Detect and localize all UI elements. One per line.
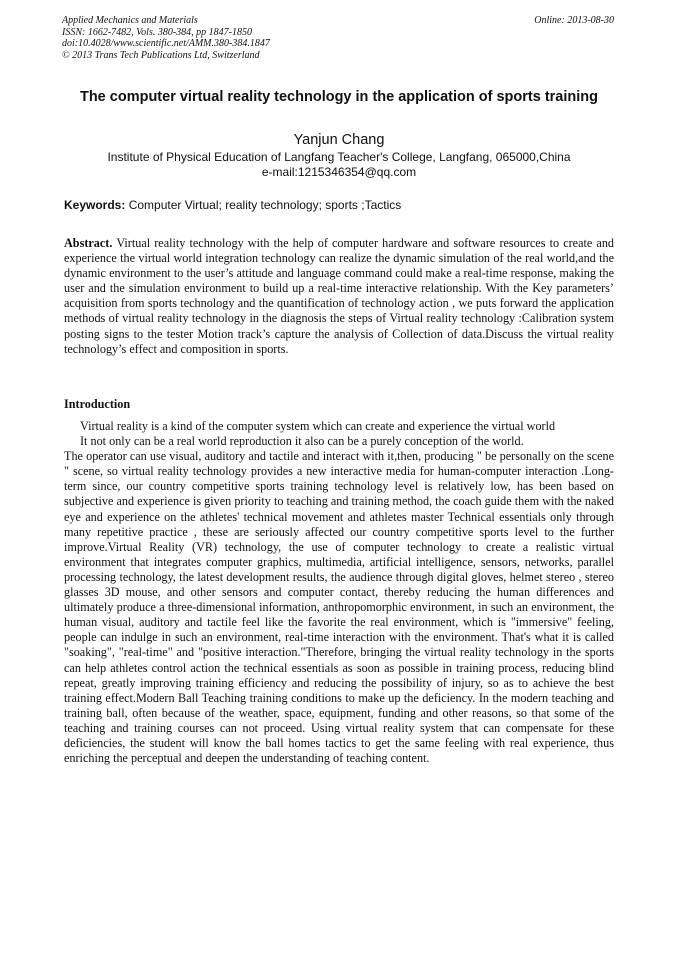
doi-line: doi:10.4028/www.scientific.net/AMM.380-384.1847 (62, 38, 270, 49)
author-email: e-mail:1215346354@qq.com (261, 165, 417, 179)
abstract-text: Virtual reality technology with the help of computer hardware and software resources to create and experience the virtual world integration technology can realize the dynamic simulation of the real world,and the dynamic environment to the user’s attitude and language command could make a real-time response, making the user and the simulation environment to build up a real-time interactive relationship. With the Key parameters’ acquisition from sports technology and the quantification of technology action , we puts forward the application methods of virtual reality technology in the diagnosis the steps of Virtual reality technology :Calibration system posting signs to the tester Motion track’s capture the analysis of Collection of data.Discuss the virtual reality technology’s effect and composition in sports. (64, 236, 615, 356)
copyright-line: © 2013 Trans Tech Publications Ltd, Switzerland (62, 49, 260, 61)
introduction-section (64, 419, 614, 766)
intro-paragraph-2: It not only can be a real world reproduction it also can be a purely conception of the world. (80, 434, 524, 449)
issn-line: ISSN: 1662-7482, Vols. 380-384, pp 1847-1850 (62, 26, 252, 38)
author-name: Yanjun Chang (293, 132, 385, 148)
keywords-label: Keywords: (64, 198, 126, 212)
intro-paragraph-1: Virtual reality is a kind of the computer system which can create and experience the virtual world (80, 419, 556, 433)
intro-paragraph-3: The operator can use visual, auditory and tactile and interact with it,then, producing " be personally on the scene " scene, so virtual reality technology provides a new interactive media for human-computer interaction .Long-term since, our country competitive sports training technology level is relatively low, has been based on subjective and experience is given priority to teaching and training method, the coach guide them with the naked eye and experience on the athletes' technical movement and athletes master Technical essentials only through many repetitive practice , these are seriously affected our country competitive sports level to the further improve.Virtual Reality (VR) technology, the use of computer technology to create a realistic virtual environment that integrates computer graphics, multimedia, artificial intelligence, sensors, networks, parallel processing technology, the latest development results, the audience through digital gloves, helmet stereo , stereo glasses 3D mouse, and other sensors and computer contact, thereby reducing the human differences and ultimately produce a three-dimensional information, anthropomorphic environment, in such an environment, the human visual, auditory and tactile feel like the favorite the real environment, which is "immersive" feeling, people can indulge in such an environment, real-time interaction with the environment. That's what it is called "soaking", "real-time" and "positive interaction."Therefore, bringing the virtual reality technology in the sports can help athletes control action the technical essentials as soon as possible in training process, reducing blind repeat, greatly improving training efficiency and reducing the possibility of injury, so as to achieve the best training effect.Modern Ball Teaching training conditions to make up the deficiency. In the modern teaching and training ball, often because of the weather, space, equipment, funding and other reasons, so that some of the teaching and training courses can not proceed. Using virtual reality system that can compensate for these deficiencies, the student will know the ball homes tactics to get the same feeling with real experience, thus enriching the perceptual and deepen the understanding of teaching content. (64, 449, 614, 766)
journal-name: Applied Mechanics and Materials (62, 15, 198, 26)
abstract-label: Abstract. (64, 236, 113, 250)
online-date: Online: 2013-08-30 (534, 15, 614, 26)
keywords-section (64, 198, 616, 213)
abstract-section (64, 236, 614, 357)
paper-title: The computer virtual reality technology in the application of sports training (79, 89, 599, 105)
author-affiliation: Institute of Physical Education of Langfang Teacher's College, Langfang, 065000,China (107, 150, 571, 164)
introduction-heading: Introduction (64, 397, 131, 411)
keywords-text: Computer Virtual; reality technology; sports ;Tactics (128, 198, 402, 212)
journal-header (62, 15, 392, 61)
